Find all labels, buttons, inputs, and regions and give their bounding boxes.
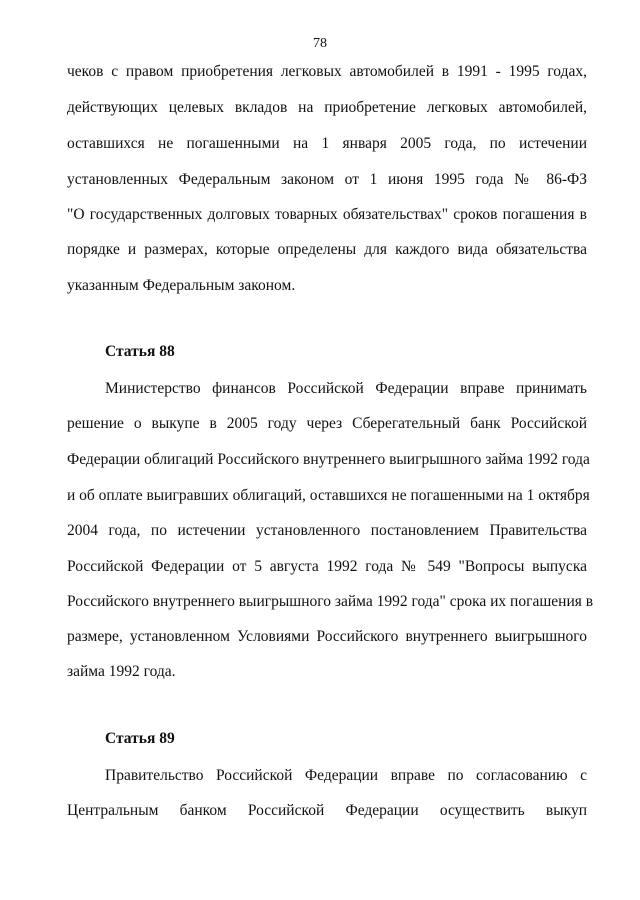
article-heading: Статья 88 [105,343,175,360]
text-line: займа 1992 года. [67,663,176,680]
text-line: 2004 года, по истечении установленного постановлением Правительства [67,522,587,539]
text-line: Российской Федерации от 5 августа 1992 года № 549 "Вопросы выпуска [67,558,587,575]
text-line: Российского внутреннего выигрышного займа 1992 года" срока их погашения в [67,593,594,610]
text-line: Центральным банком Российской Федерации осуществить выкуп [67,802,587,819]
text-line: решение о выкупе в 2005 году через Сберегательный банк Российской [67,415,587,432]
text-line: и об оплате выигравших облигаций, оставшихся не погашенными на 1 октября [67,487,590,504]
text-line: оставшихся не погашенными на 1 января 2005 года, по истечении [67,135,587,152]
text-line: порядке и размерах, которые определены для каждого вида обязательства [67,241,587,258]
text-line: размере, установленном Условиями Российского внутреннего выигрышного [67,628,587,645]
page-number: 78 [313,36,327,51]
text-line: действующих целевых вкладов на приобретение легковых автомобилей, [67,99,587,116]
text-line: "О государственных долговых товарных обязательствах" сроков погашения в [67,206,587,223]
text-line: чеков с правом приобретения легковых автомобилей в 1991 - 1995 годах, [67,63,587,80]
article-heading: Статья 89 [105,730,175,747]
text-line: Правительство Российской Федерации вправе по согласованию с [105,767,587,784]
text-line: Министерство финансов Российской Федерации вправе принимать [105,380,587,397]
text-line: Федерации облигаций Российского внутреннего выигрышного займа 1992 года [67,451,590,468]
text-line: установленных Федеральным законом от 1 июня 1995 года № 86-ФЗ [67,171,587,188]
text-line: указанным Федеральным законом. [67,277,296,294]
